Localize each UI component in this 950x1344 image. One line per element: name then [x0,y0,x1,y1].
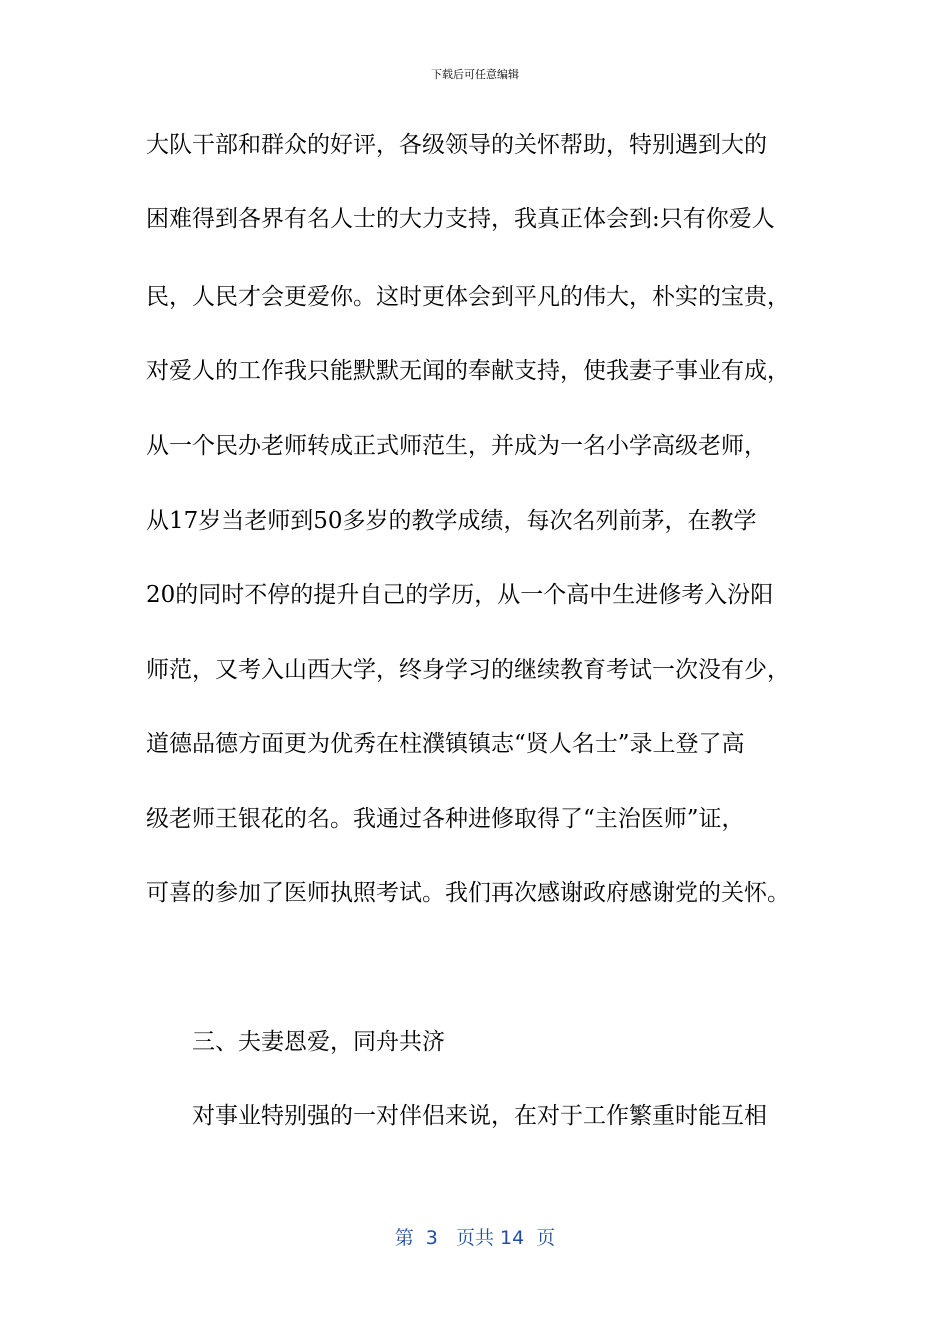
body-line: 对爱人的工作我只能默默无闻的奉献支持，使我妻子事业有成， [146,358,790,384]
body-line: 大队干部和群众的好评，各级领导的关怀帮助，特别遇到大的 [146,132,767,158]
body-line: 20的同时不停的提升自己的学历，从一个高中生进修考入汾阳 [146,582,774,608]
body-line: 困难得到各界有名人士的大力支持，我真正体会到:只有你爱人 [146,206,775,232]
body-line: 可喜的参加了医师执照考试。我们再次感谢政府感谢党的关怀。 [146,880,790,906]
section-heading: 三、夫妻恩爱，同舟共济 [192,1029,445,1055]
body-line: 对事业特别强的一对伴侣来说，在对于工作繁重时能互相 [192,1103,767,1129]
body-line: 从一个民办老师转成正式师范生，并成为一名小学高级老师， [146,433,767,459]
body-line: 师范，又考入山西大学，终身学习的继续教育考试一次没有少， [146,657,790,683]
body-line: 民，人民才会更爱你。这时更体会到平凡的伟大，朴实的宝贵， [146,284,790,310]
body-line: 级老师王银花的名。我通过各种进修取得了“主治医师”证， [146,806,745,832]
body-line: 从17岁当老师到50多岁的教学成绩，每次名列前茅，在教学 [146,508,757,534]
header-note: 下载后可任意编辑 [431,68,519,81]
page-number-footer: 第 3 页共 14 页 [394,1227,556,1249]
body-line: 道德品德方面更为优秀在柱濮镇镇志“贤人名士”录上登了高 [146,731,745,757]
